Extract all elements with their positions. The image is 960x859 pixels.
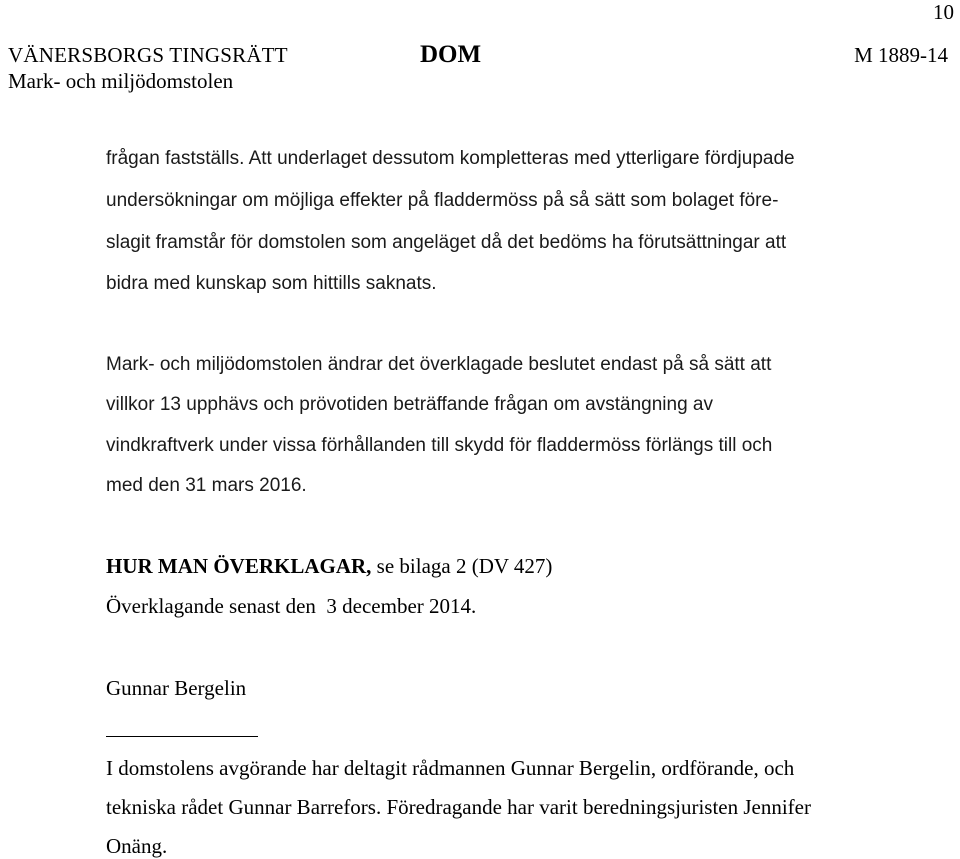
appeal-instructions	[106, 554, 552, 579]
page-number: 10	[933, 0, 954, 24]
text-line: I domstolens avgörande har deltagit rådmannen Gunnar Bergelin, ordförande, och	[106, 756, 795, 780]
document-type: DOM	[420, 41, 482, 68]
text-line: vindkraftverk under vissa förhållanden till skydd för fladdermöss förlängs till och	[106, 435, 773, 456]
signature-line	[106, 736, 258, 737]
appeal-heading: HUR MAN ÖVERKLAGAR,	[106, 554, 372, 578]
case-number: M 1889-14	[854, 43, 948, 67]
text-line: med den 31 mars 2016.	[106, 475, 307, 496]
appeal-deadline: Överklagande senast den 3 december 2014.	[106, 594, 477, 618]
text-line: tekniska rådet Gunnar Barrefors. Föredragande har varit beredningsjuristen Jennifer	[106, 795, 811, 819]
text-line: bidra med kunskap som hittills saknats.	[106, 273, 437, 294]
text-line: Mark- och miljödomstolen ändrar det överklagade beslutet endast på så sätt att	[106, 354, 772, 375]
text-line: Onäng.	[106, 834, 168, 858]
signatory-name: Gunnar Bergelin	[106, 676, 247, 700]
text-line: undersökningar om möjliga effekter på fladdermöss på så sätt som bolaget före-	[106, 190, 779, 211]
appeal-reference: se bilaga 2 (DV 427)	[371, 554, 553, 578]
court-department: Mark- och miljödomstolen	[8, 69, 234, 93]
text-line: slagit framstår för domstolen som angeläget då det bedöms ha förutsättningar att	[106, 232, 787, 253]
text-line: villkor 13 upphävs och prövotiden beträffande frågan om avstängning av	[106, 394, 713, 415]
text-line: frågan fastställs. Att underlaget dessutom kompletteras med ytterligare fördjupade	[106, 148, 795, 169]
court-name: VÄNERSBORGS TINGSRÄTT	[8, 43, 288, 67]
